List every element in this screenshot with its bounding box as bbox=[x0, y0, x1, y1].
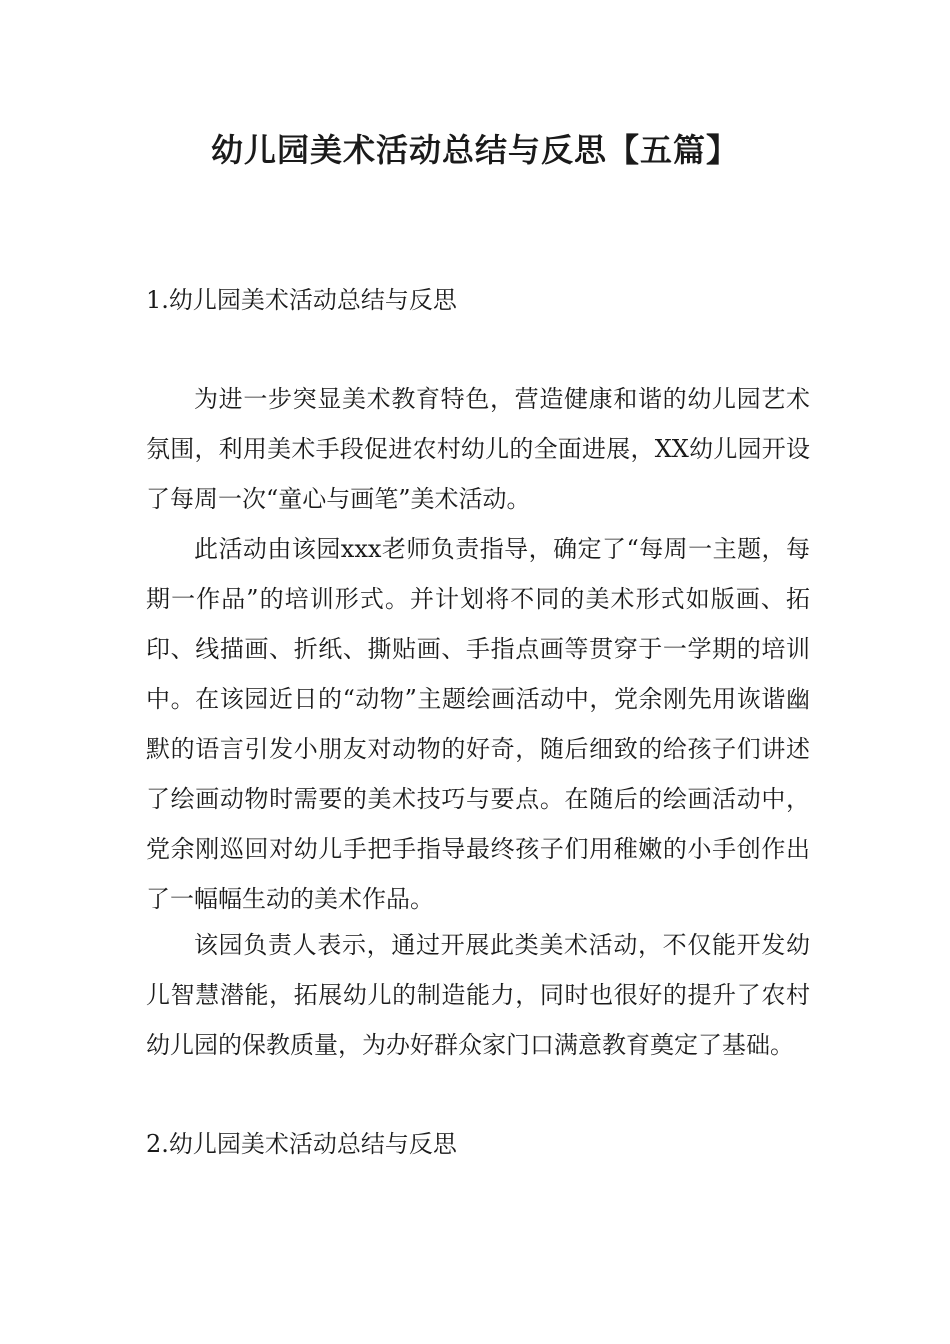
section-1-paragraph-2: 此活动由该园xxx老师负责指导，确定了“每周一主题，每期一作品”的培训形式。并计划将不同的美术形式如版画、拓印、线描画、折纸、撕贴画、手指点画等贯穿于一学期的培训中。在该园近日的“动物”主题绘画活动中，党余刚先用诙谐幽默的语言引发小朋友对动物的好奇，随后细致的给孩子们讲述了绘画动物时需要的美术技巧与要点。在随后的绘画活动中，党余刚巡回对幼儿手把手指导最终孩子们用稚嫩的小手创作出了一幅幅生动的美术作品。 bbox=[146, 535, 810, 913]
document-title: 幼儿园美术活动总结与反思【五篇】 bbox=[210, 131, 739, 169]
section-heading-1: 1.幼儿园美术活动总结与反思 bbox=[146, 286, 457, 314]
section-1-paragraph-1: 为进一步突显美术教育特色，营造健康和谐的幼儿园艺术氛围，利用美术手段促进农村幼儿的全面进展，XX幼儿园开设了每周一次“童心与画笔”美术活动。 bbox=[146, 385, 810, 513]
section-1-paragraph-3: 该园负责人表示，通过开展此类美术活动，不仅能开发幼儿智慧潜能，拓展幼儿的制造能力，同时也很好的提升了农村幼儿园的保教质量，为办好群众家门口满意教育奠定了基础。 bbox=[146, 931, 810, 1059]
section-heading-2: 2.幼儿园美术活动总结与反思 bbox=[146, 1130, 457, 1158]
